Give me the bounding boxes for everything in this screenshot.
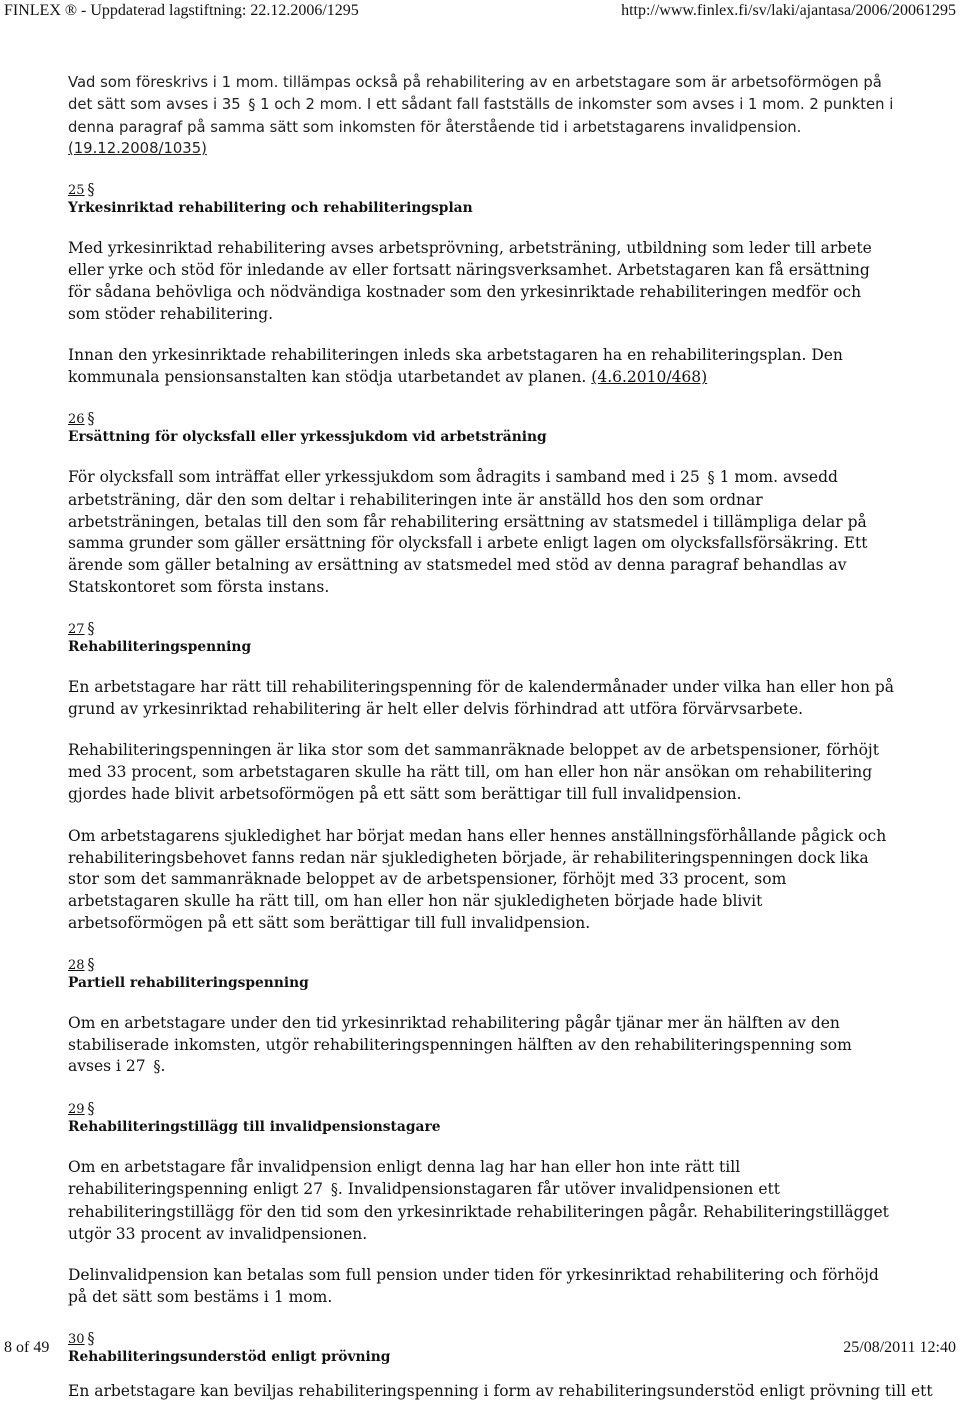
section-number [68, 182, 896, 199]
section-symbol-icon: § [87, 955, 95, 974]
section-number [68, 411, 896, 428]
print-timestamp: 25/08/2011 12:40 [843, 1339, 956, 1356]
amendment-link[interactable]: (4.6.2010/468) [591, 368, 708, 387]
section-number [68, 621, 896, 638]
print-header [0, 0, 960, 22]
section-title: Ersättning för olycksfall eller yrkessjukdom vid arbetsträning [68, 428, 547, 445]
header-site-title: FINLEX ® - Uppdaterad lagstiftning: 22.12.2006/1295 [4, 2, 359, 19]
section-link[interactable]: 26 [68, 411, 85, 427]
section-link[interactable]: 25 [68, 183, 85, 199]
section-title: Yrkesinriktad rehabilitering och rehabiliteringsplan [68, 200, 473, 217]
section-paragraph: En arbetstagare har rätt till rehabiliteringspenning för de kalendermånader under vilka han eller hon på grund av yrkesinriktad rehabilitering är helt eller delvis förhindrad att utföra förvärvsarbete. [68, 677, 895, 718]
section-symbol-icon: § [707, 469, 715, 487]
section-title: Rehabiliteringspenning [68, 638, 252, 655]
section-paragraph: Rehabiliteringspenningen är lika stor som det sammanräknade beloppet av de arbetspensioner, förhöjt med 33 procent, som arbetstagaren skulle ha rätt till, om han eller hon när ansökan om rehabilitering gjordes hade blivit arbetsoförmögen på ett sätt som berättigar till full invalidpension. [68, 741, 879, 803]
section-paragraph: Om en arbetstagare får invalidpension enligt denna lag har han eller hon inte rätt till rehabiliteringspenning enligt 27 §. Invalidpensionstagaren får utöver invalidpensionen ett rehabiliteringstillägg för den tid som den yrkesinriktade rehabiliteringen pågår. Rehabiliteringstillägget utgör 33 procent av invalidpensionen. [68, 1158, 889, 1243]
section-link[interactable]: 29 [68, 1102, 85, 1118]
section-title: Rehabiliteringsunderstöd enligt prövning [68, 1348, 391, 1365]
section-paragraph: Om en arbetstagare under den tid yrkesinriktad rehabilitering pågår tjänar mer än hälften av den stabiliserade inkomsten, utgör rehabiliteringspenningen hälften av den rehabiliteringspenning som avses i 27 §. [68, 1013, 896, 1079]
section-number [68, 1101, 896, 1118]
section-link[interactable]: 27 [68, 621, 85, 637]
section-symbol-icon: § [87, 1100, 95, 1118]
section-symbol-icon: § [87, 619, 95, 638]
section-symbol-icon: § [87, 410, 95, 428]
amendment-link[interactable]: (19.12.2008/1035) [68, 140, 207, 158]
intro-paragraph: Vad som föreskrivs i 1 mom. tillämpas också på rehabilitering av en arbetstagare som är arbetsoförmögen på det sätt som avses i 35 § 1 och 2 mom. I ett sådant fall fastställs de inkomster som avses i 1 mom. 2 punkten i denna paragraf på samma sätt som inkomsten för återstående tid i arbetstagarens invalidpension. (19.12.2008/1035) [68, 74, 894, 158]
section-paragraph: Innan den yrkesinriktade rehabiliteringen inleds ska arbetstagaren ha en rehabiliteringsplan. Den kommunala pensionsanstalten kan stödja utarbetandet av planen. (4.6.2010/468) [68, 346, 843, 387]
section-symbol-icon: § [330, 1181, 338, 1199]
truncated-paragraph [68, 1381, 933, 1401]
section-paragraph: En arbetstagare kan beviljas rehabiliteringspenning i form av rehabiliteringsunderstöd enligt prövning till ett [68, 1381, 933, 1400]
section-symbol-icon: § [248, 95, 256, 114]
section-symbol-icon: § [153, 1058, 161, 1077]
section-number [68, 957, 896, 974]
section-title: Partiell rehabiliteringspenning [68, 974, 309, 991]
section-link[interactable]: 28 [68, 957, 85, 973]
section-paragraph: Om arbetstagarens sjukledighet har börjat medan hans eller hennes anställningsförhållande pågick och rehabiliteringsbehovet fanns redan när sjukledigheten började, är rehabiliteringspenningen dock lika stor som det sammanräknade beloppet av de arbetspensioner, förhöjt med 33 procent, som arbetstagaren skulle ha rätt till, om han eller hon när sjukledigheten började hade blivit arbetsoförmögen på ett sätt som berättigar till full invalidpension. [68, 826, 887, 932]
section-symbol-icon: § [87, 1330, 95, 1348]
header-url: http://www.finlex.fi/sv/laki/ajantasa/2006/20061295 [621, 2, 956, 19]
section-symbol-icon: § [87, 181, 95, 199]
section-title: Rehabiliteringstillägg till invalidpensionstagare [68, 1119, 441, 1136]
section-paragraph: För olycksfall som inträffat eller yrkessjukdom som ådragits i samband med i 25 § 1 mom. avsedd arbetsträning, där den som deltar i rehabiliteringen inte är anställd hos den som ordnar arbetsträningen, betalas till den som får rehabilitering ersättning av statsmedel i tillämpliga delar på samma grunder som gäller ersättning för olycksfall i arbete enligt lagen om olycksfallsförsäkring. Ett ärende som gäller betalning av ersättning av statsmedel med stöd av denna paragraf behandlas av Statskontoret som första instans. [68, 467, 868, 596]
section-paragraph: Med yrkesinriktad rehabilitering avses arbetsprövning, arbetsträning, utbildning som leder till arbete eller yrke och stöd för inledande av eller fortsatt näringsverksamhet. Arbetstagaren kan få ersättning för sådana behövliga och nödvändiga kostnader som den yrkesinriktade rehabiliteringen medför och som stöder rehabilitering. [68, 239, 872, 323]
section-link[interactable]: 30 [68, 1331, 85, 1347]
page-counter: 8 of 49 [4, 1339, 50, 1356]
print-footer [0, 1338, 960, 1358]
section-paragraph: Delinvalidpension kan betalas som full pension under tiden för yrkesinriktad rehabilitering och förhöjd på det sätt som bestäms i 1 mom. [68, 1266, 879, 1307]
